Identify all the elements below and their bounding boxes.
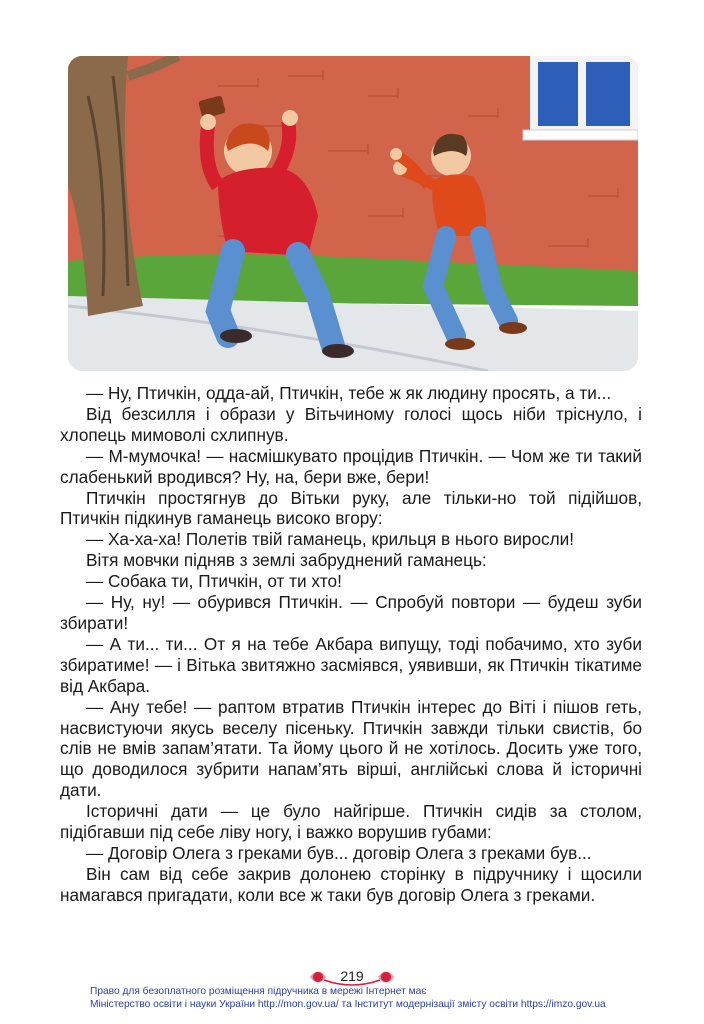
paragraph: — М-мумочка! — насмішкувато процідив Птичкін. — Чом же ти такий слабенький вродився? Ну, на, бери вже, бери! — [60, 445, 642, 487]
story-text — [60, 383, 642, 906]
credits-line: Міністерство освіти і науки України http://mon.gov.ua/ та Інститут модернізації змісту освіти https://imzo.gov.ua — [90, 999, 606, 1010]
paragraph: Він сам від себе закрив долонею сторінку в підручнику і щосили намагався пригадати, коли все ж таки був договір Олега з греками. — [60, 863, 642, 905]
paragraph: Птичкін простягнув до Вітьки руку, але тільки-но той підійшов, Птичкін підкинув гаманець високо вгору: — [60, 487, 642, 529]
pavement — [68, 296, 638, 371]
paragraph: — Ну, ну! — обурився Птичкін. — Спробуй повтори — будеш зуби збирати! — [60, 592, 642, 633]
paragraph: Від безсилля і образи у Вітьчиному голосі щось ніби тріснуло, і хлопець мимоволі схлипнув. — [60, 403, 642, 445]
paragraph: — А ти... ти... От я на тебе Акбара випущу, тоді побачимо, хто зуби збиратиме! — і Вітька звитяжно засміявся, уявивши, як Птичкін тікатиме від Акбара. — [60, 633, 642, 696]
paragraph: Вітя мовчки підняв з землі забруднений гаманець: — [86, 550, 487, 571]
paragraph: — Ану тебе! — раптом втратив Птичкін інтерес до Віті і пішов геть, насвистуючи якусь веселу пісеньку. Птичкін завжди тільки свистів, бо слів не вмів запам’ятати. Та йому цього й не хотілось. Досить уже того, що доводилося зубрити напам’ять вірші, англійські слова й історичні дати. — [60, 696, 642, 801]
paragraph: Історичні дати — це було найгірше. Птичкін сидів за столом, підібгавши під себе ліву ногу, і важко ворушив губами: — [60, 801, 642, 843]
paragraph: — Ну, Птичкін, одда-ай, Птичкін, тебе ж як людину просять, а ти... — [86, 383, 612, 403]
page-number: 219 — [340, 968, 364, 984]
paragraph: — Договір Олега з греками був... договір Олега з греками був... — [86, 842, 592, 863]
story-illustration — [68, 56, 638, 371]
credits — [90, 985, 650, 1011]
paragraph: — Собака ти, Птичкін, от ти хто! — [86, 571, 342, 592]
window — [523, 56, 638, 140]
credits-line: Право для безоплатного розміщення підручника в мережі Інтернет має — [90, 986, 427, 997]
paragraph: — Ха-ха-ха! Полетів твій гаманець, крильця в нього виросли! — [86, 529, 575, 550]
boys-playing-illustration — [68, 56, 638, 371]
